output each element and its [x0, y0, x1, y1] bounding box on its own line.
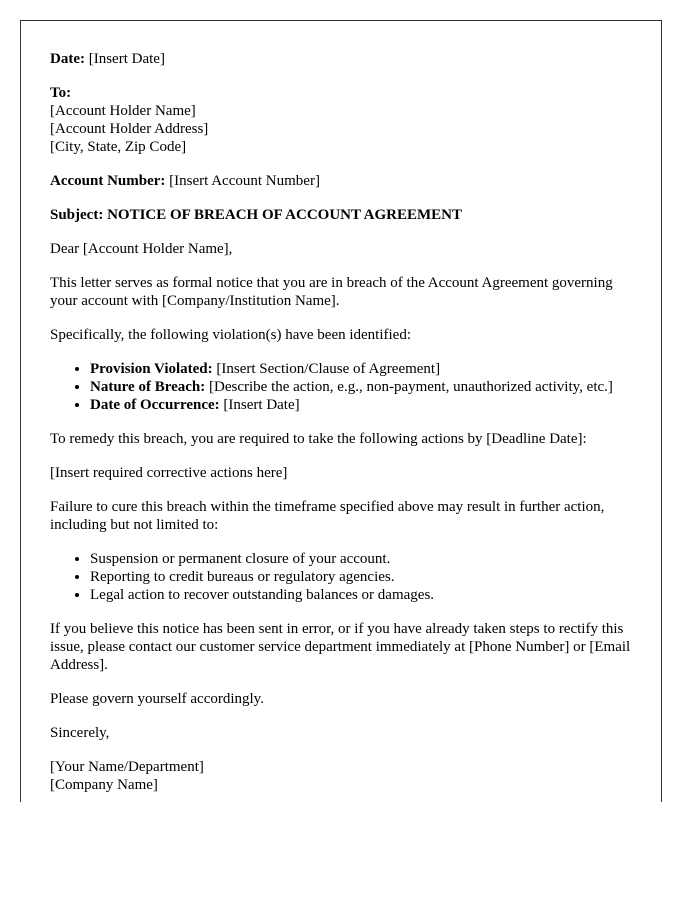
failure-paragraph: Failure to cure this breach within the timeframe specified above may result in further action, including but not limited to:	[50, 499, 605, 533]
list-item: • Reporting to credit bureaus or regulatory agencies.	[90, 568, 632, 586]
contact-paragraph: If you believe this notice has been sent in error, or if you have already taken steps to rectify this issue, please contact our customer service department immediately at [Phone Number] or [Email Address].	[50, 621, 631, 673]
list-item: • Date of Occurrence: [Insert Date]	[90, 396, 632, 414]
salutation: Dear [Account Holder Name],	[50, 241, 233, 257]
signature-block: [Your Name/Department] [Company Name]	[50, 759, 204, 793]
intro-paragraph: This letter serves as formal notice that you are in breach of the Account Agreement governing your account with [Company/Institution Name].	[50, 275, 613, 309]
list-item: • Provision Violated: [Insert Section/Clause of Agreement]	[90, 360, 632, 378]
subject-line: Subject: NOTICE OF BREACH OF ACCOUNT AGREEMENT	[50, 207, 462, 223]
closing: Sincerely,	[50, 725, 110, 741]
consequences-list	[50, 550, 632, 604]
account-number-line: Account Number: [Insert Account Number]	[50, 173, 320, 189]
violations-list	[50, 360, 632, 414]
list-item: • Legal action to recover outstanding balances or damages.	[90, 586, 632, 604]
violations-intro: Specifically, the following violation(s) have been identified:	[50, 327, 412, 343]
actions-paragraph: [Insert required corrective actions here]	[50, 465, 288, 481]
govern-paragraph: Please govern yourself accordingly.	[50, 691, 264, 707]
date-line: Date: [Insert Date]	[50, 51, 165, 67]
recipient-block: To: [Account Holder Name] [Account Holder Address] [City, State, Zip Code]	[50, 85, 209, 155]
list-item: • Nature of Breach: [Describe the action, e.g., non-payment, unauthorized activity, etc.]	[90, 378, 632, 396]
letter-page	[20, 20, 662, 802]
remedy-paragraph: To remedy this breach, you are required to take the following actions by [Deadline Date]:	[50, 431, 587, 447]
list-item: • Suspension or permanent closure of your account.	[90, 550, 632, 568]
